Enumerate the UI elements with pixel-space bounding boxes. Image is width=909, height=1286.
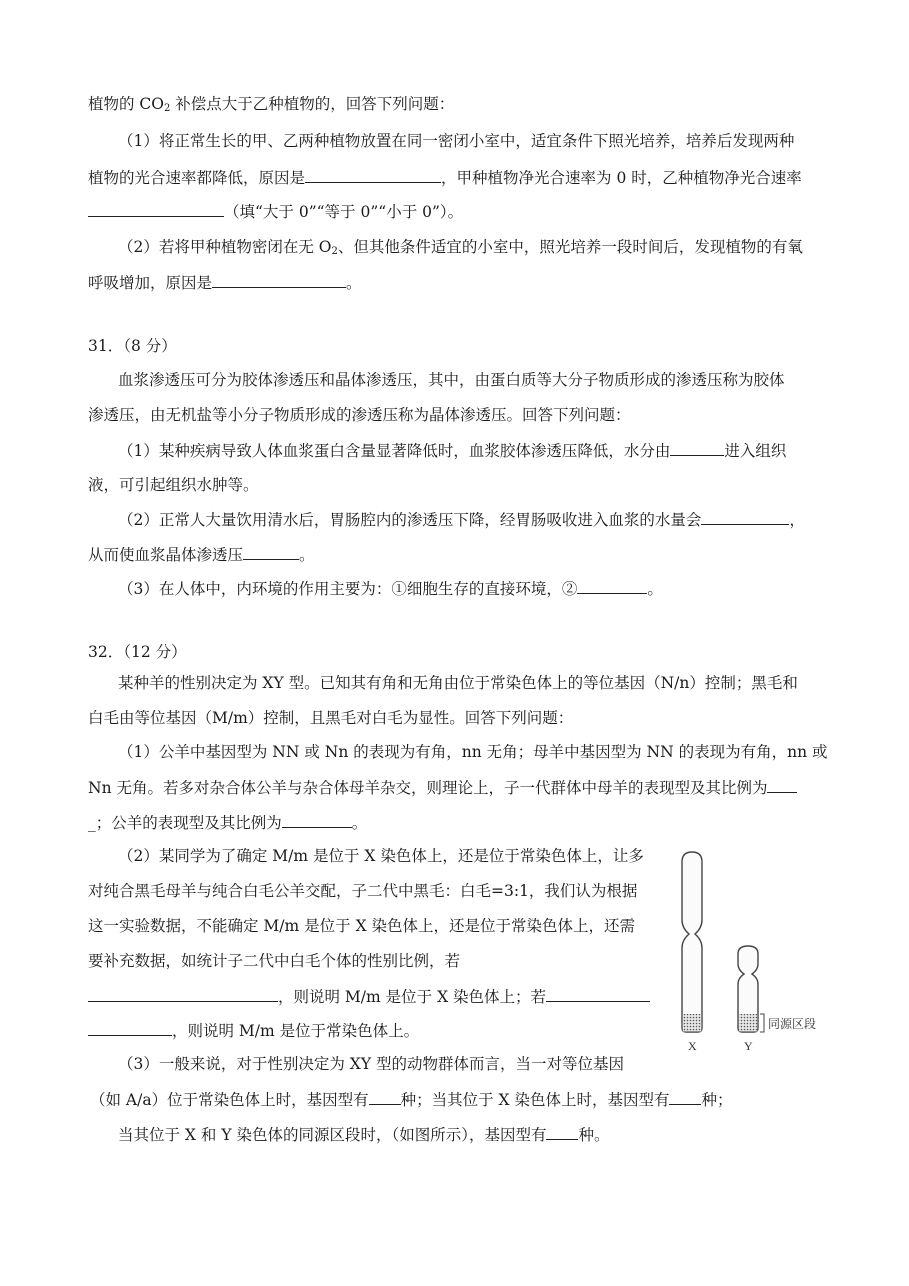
q30-p1-text-c: （填“大于 0”“等于 0”“小于 0”）。 (224, 203, 464, 221)
homologous-bracket (760, 1014, 764, 1032)
x-homologous-region (683, 1014, 701, 1031)
chromosome-figure (668, 848, 838, 1058)
q32-p3-line3 (118, 1124, 610, 1145)
q31-blank-1[interactable] (670, 440, 724, 456)
q31-p1-text-a: （1）某种疾病导致人体血浆蛋白含量显著降低时，血浆胶体渗透压降低，水分由 (118, 442, 671, 460)
q32-p1-line1: （1）公羊中基因型为 NN 或 Nn 的表现为有角，nn 无角；母羊中基因型为 NN 的表现为有角，nn 或 (118, 743, 828, 761)
q32-stem-line2: 白毛由等位基因（M/m）控制，且黑毛对白毛为显性。回答下列问题： (88, 709, 574, 727)
q32-p2-line3: 这一实验数据，不能确定 M/m 是位于 X 染色体上，还是位于常染色体上，还需 (88, 917, 636, 935)
q32-p3-text-e: 种。 (578, 1126, 610, 1144)
q31-p3-line1 (118, 578, 663, 599)
q32-blank-3[interactable] (88, 986, 278, 1002)
q30-p2-text-b: 、但其他条件适宜的小室中，照光培养一段时间后，发现植物的有氧 (337, 238, 803, 256)
q32-blank-4[interactable] (546, 986, 650, 1002)
q32-blank-5[interactable] (369, 1089, 401, 1105)
q31-p2-text-c: 从而使血浆晶体渗透压 (88, 546, 244, 564)
q30-p2-text-c: 呼吸增加，原因是 (88, 274, 213, 292)
q30-blank-1[interactable] (305, 167, 441, 183)
q31-p3-text-b: 。 (647, 580, 663, 598)
q30-p2-line2 (88, 272, 362, 293)
q32-p1-text-b: _；公羊的表现型及其比例为 (88, 814, 282, 832)
q31-blank-4[interactable] (577, 578, 647, 594)
q30-p1-line2 (88, 167, 802, 188)
q32-p2-text-a: ，则说明 M/m 是位于 X 染色体上；若 (278, 988, 547, 1006)
q30-p1-text-a: 植物的光合速率都降低，原因是 (88, 169, 306, 187)
q31-p2-line2 (88, 544, 315, 565)
chromosome-diagram (668, 848, 838, 1058)
q32-p1-line3 (88, 812, 367, 833)
x-chromosome (682, 852, 702, 1032)
intro-text-b: 补偿点大于乙种植物的，回答下列问题： (170, 95, 455, 113)
q31-p2-text-b: ， (789, 511, 805, 529)
q31-stem-line1: 血浆渗透压可分为胶体渗透压和晶体渗透压，其中，由蛋白质等大分子物质形成的渗透压称为胶体 (118, 371, 785, 389)
q32-p2-line5 (88, 986, 650, 1007)
q32-blank-2[interactable] (282, 812, 352, 828)
label-homologous: 同源区段 (768, 1017, 817, 1031)
q30-p2-line1 (118, 237, 803, 257)
q32-p2-text-b: ，则说明 M/m 是位于常染色体上。 (172, 1022, 420, 1040)
q31-header: 31．（8 分） (88, 337, 177, 355)
q30-p1-line1: （1）将正常生长的甲、乙两种植物放置在同一密闭小室中，适宜条件下照光培养，培养后发现两种 (118, 132, 795, 150)
q31-blank-2[interactable] (701, 509, 789, 525)
q31-p1-text-b: 进入组织 (724, 442, 787, 460)
o2-subscript: 2 (331, 246, 338, 257)
q30-blank-3[interactable] (212, 272, 346, 288)
q30-p1-text-b: ，甲种植物净光合速率为 0 时，乙种植物净光合速率 (441, 169, 802, 187)
q32-p2-line4: 要补充数据，如统计子二代中白毛个体的性别比例，若 (88, 952, 461, 970)
co2-subscript: 2 (164, 103, 171, 114)
q32-p3-text-d: 当其位于 X 和 Y 染色体的同源区段时，（如图所示），基因型有 (118, 1126, 547, 1144)
q32-blank-6[interactable] (669, 1089, 701, 1105)
q32-header: 32．（12 分） (88, 643, 187, 661)
q32-p2-line1: （2）某同学为了确定 M/m 是位于 X 染色体上，还是位于常染色体上，让多 (118, 847, 644, 865)
q31-p2-text-a: （2）正常人大量饮用清水后，胃肠腔内的渗透压下降，经胃肠吸收进入血浆的水量会 (118, 511, 702, 529)
intro-text-a: 植物的 CO (88, 95, 164, 113)
q30-p2-text-a: （2）若将甲种植物密闭在无 O (118, 238, 332, 256)
q32-p1-text-a: Nn 无角。若多对杂合体公羊与杂合体母羊杂交，则理论上，子一代群体中母羊的表现型及其比例为 (88, 779, 768, 797)
q31-blank-3[interactable] (243, 544, 299, 560)
q30-p2-text-d: 。 (346, 274, 362, 292)
q32-p3-text-b: 种；当其位于 X 染色体上时，基因型有 (400, 1091, 670, 1109)
y-chromosome (738, 946, 758, 1032)
q31-stem-line2: 渗透压，由无机盐等小分子物质形成的渗透压称为晶体渗透压。回答下列问题： (88, 406, 631, 424)
q31-p2-line1 (118, 509, 805, 530)
q32-stem-line1: 某种羊的性别决定为 XY 型。已知其有角和无角由位于常染色体上的等位基因（N/n）控制；黑毛和 (118, 674, 798, 692)
q32-blank-4b[interactable] (88, 1020, 172, 1036)
q30-p1-line3 (88, 201, 463, 222)
y-homologous-region (739, 1014, 757, 1031)
q31-p3-text-a: （3）在人体中，内环境的作用主要为：①细胞生存的直接环境，② (118, 580, 578, 598)
q32-p3-text-a: （如 A/a）位于常染色体上时，基因型有 (90, 1091, 369, 1109)
q32-p3-line2 (90, 1089, 733, 1110)
q32-p2-line2: 对纯合黑毛母羊与纯合白毛公羊交配，子二代中黑毛：白毛=3:1，我们认为根据 (88, 882, 638, 900)
q32-p1-text-c: 。 (351, 814, 368, 832)
q32-blank-7[interactable] (546, 1124, 578, 1140)
q32-p2-line6 (88, 1020, 419, 1041)
q32-p3-line1: （3）一般来说，对于性别决定为 XY 型的动物群体而言，当一对等位基因 (118, 1055, 624, 1073)
label-x: X (688, 1039, 697, 1053)
intro-line (88, 94, 454, 114)
q32-blank-1a[interactable] (767, 777, 797, 793)
q30-blank-2[interactable] (88, 201, 224, 217)
q31-p2-text-d: 。 (299, 546, 315, 564)
q31-p1-line2: 液，可引起组织水肿等。 (88, 476, 259, 494)
q31-p1-line1 (118, 440, 786, 461)
label-y: Y (744, 1039, 753, 1053)
q32-p3-text-c: 种； (701, 1091, 733, 1109)
q32-p1-line2 (88, 777, 797, 798)
